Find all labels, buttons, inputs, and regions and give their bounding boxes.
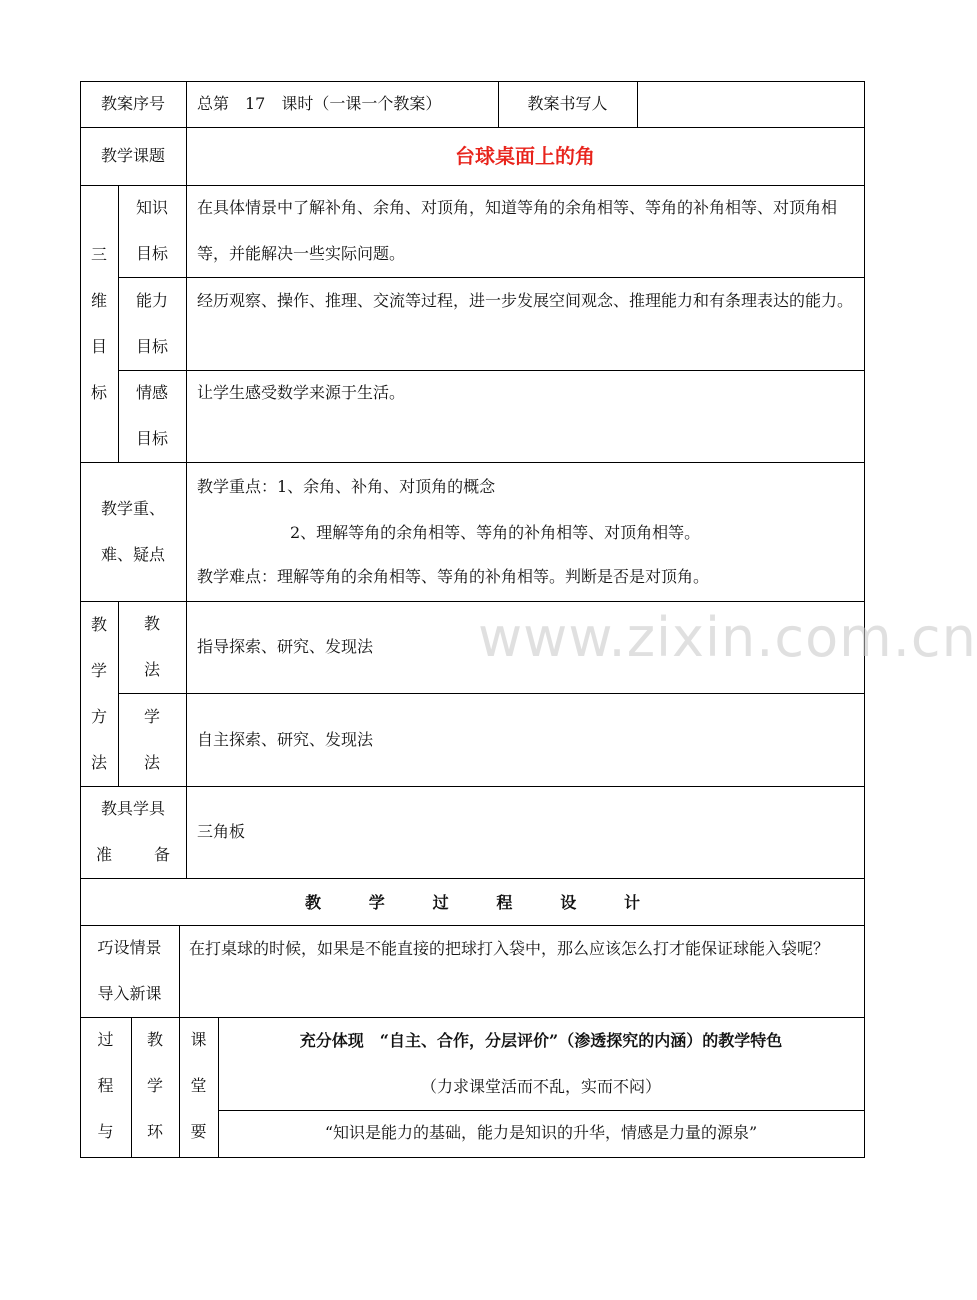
methods-group-char: 方 [90, 706, 107, 726]
tools-label-char: 备 [153, 845, 170, 864]
key-point-line-2: 2、理解等角的余角相等、等角的补角相等、对顶角相等。 [290, 523, 701, 542]
objectives-group-label [80, 185, 118, 462]
knowledge-label-line: 目标 [135, 244, 168, 263]
ability-text: 经历观察、操作、推理、交流等过程，进一步发展空间观念、推理能力和有条理表达的能力。 [197, 291, 854, 310]
teaching-method-label [118, 601, 186, 693]
key-points-label-line: 难、疑点 [100, 544, 165, 564]
row-divider [80, 462, 865, 463]
tools-label-line-2 [80, 832, 186, 878]
intro-label-line: 巧设情景 [97, 938, 162, 957]
topic-label: 教学课题 [100, 146, 165, 165]
teaching-stage-char: 环 [146, 1122, 163, 1141]
serial-label: 教案序号 [100, 94, 165, 113]
emotion-text: 让学生感受数学来源于生活。 [197, 383, 406, 402]
objectives-group-char: 目 [90, 336, 107, 356]
topic-title-text: 台球桌面上的角 [455, 144, 595, 168]
col-divider [186, 81, 187, 878]
objectives-group-char: 维 [90, 290, 107, 310]
teaching-stage-char: 教 [146, 1030, 163, 1049]
objectives-group-char: 标 [90, 382, 107, 402]
writer-label: 教案书写人 [527, 94, 608, 113]
class-requirement-char: 要 [190, 1122, 207, 1141]
teaching-stage-char: 学 [146, 1076, 163, 1095]
teaching-method-text: 指导探索、研究、发现法 [197, 637, 374, 656]
process-column-label [80, 1017, 131, 1157]
methods-group-char: 学 [90, 660, 107, 680]
teaching-method-label-char: 法 [143, 660, 160, 679]
key-point-line-1: 教学重点：1、余角、补角、对顶角的概念 [197, 477, 496, 496]
table-border-bottom [80, 1157, 865, 1158]
class-requirement-char: 课 [190, 1030, 207, 1049]
process-title-char: 学 [368, 893, 385, 912]
process-title-char: 教 [305, 893, 322, 912]
ability-label-line: 能力 [135, 290, 168, 310]
process-title-char: 过 [432, 893, 449, 912]
teaching-feature-sub: （力求课堂活而不乱，实而不闷） [420, 1077, 661, 1096]
emotion-label-line: 目标 [135, 429, 168, 448]
process-title-char: 计 [623, 893, 640, 912]
serial-value: 总第 17 课时（一课一个教案） [197, 94, 442, 113]
learning-method-text: 自主探索、研究、发现法 [197, 729, 374, 749]
process-column-char: 与 [97, 1122, 114, 1141]
knowledge-label [118, 185, 186, 277]
methods-group-label [80, 601, 118, 786]
intro-text: 在打桌球的时候，如果是不能直接的把球打入袋中，那么应该怎么打才能保证球能入袋呢？ [189, 939, 830, 958]
topic-title [186, 127, 864, 185]
process-title-char: 程 [496, 893, 513, 912]
tools-text: 三角板 [197, 822, 246, 841]
watermark: www.zixin.com.cn [478, 606, 977, 669]
intro-label-line: 导入新课 [97, 984, 162, 1003]
process-title-char: 设 [560, 893, 577, 912]
motto-quote: “知识是能力的基础，能力是知识的升华，情感是力量的源泉” [324, 1123, 758, 1142]
knowledge-text: 在具体情景中了解补角、余角、对顶角，知道等角的余角相等、等角的补角相等、对顶角相等，并能解决一些实际问题。 [197, 198, 838, 263]
col-divider [637, 81, 638, 127]
process-column-char: 程 [97, 1076, 114, 1095]
objectives-group-char: 三 [90, 244, 107, 264]
process-title [80, 878, 865, 925]
process-column-char: 过 [97, 1030, 114, 1049]
teaching-stage-label [131, 1017, 179, 1157]
teaching-method-label-char: 教 [143, 614, 160, 633]
writer-value [648, 81, 864, 127]
ability-label-line: 目标 [135, 336, 168, 356]
teaching-feature: 充分体现 “自主、合作，分层评价”（渗透探究的内涵）的教学特色 [299, 1031, 783, 1050]
tools-label-char: 准 [96, 845, 113, 864]
class-requirement-label [179, 1017, 218, 1157]
emotion-label-line: 情感 [135, 383, 168, 402]
ability-label [118, 277, 186, 370]
learning-method-label-char: 学 [143, 706, 160, 726]
tools-label-line: 教具学具 [100, 799, 165, 818]
tools-label [80, 786, 186, 878]
intro-label [80, 925, 179, 1017]
methods-group-char: 法 [90, 752, 107, 772]
emotion-label [118, 370, 186, 462]
key-points-label-line: 教学重、 [100, 498, 165, 518]
learning-method-label [118, 693, 186, 786]
learning-method-label-char: 法 [143, 752, 160, 772]
knowledge-label-line: 知识 [135, 198, 168, 217]
difficulty-line: 教学难点：理解等角的余角相等、等角的补角相等。判断是否是对顶角。 [197, 567, 710, 586]
methods-group-char: 教 [90, 614, 107, 634]
key-points-label [80, 462, 186, 601]
class-requirement-char: 堂 [190, 1076, 207, 1095]
